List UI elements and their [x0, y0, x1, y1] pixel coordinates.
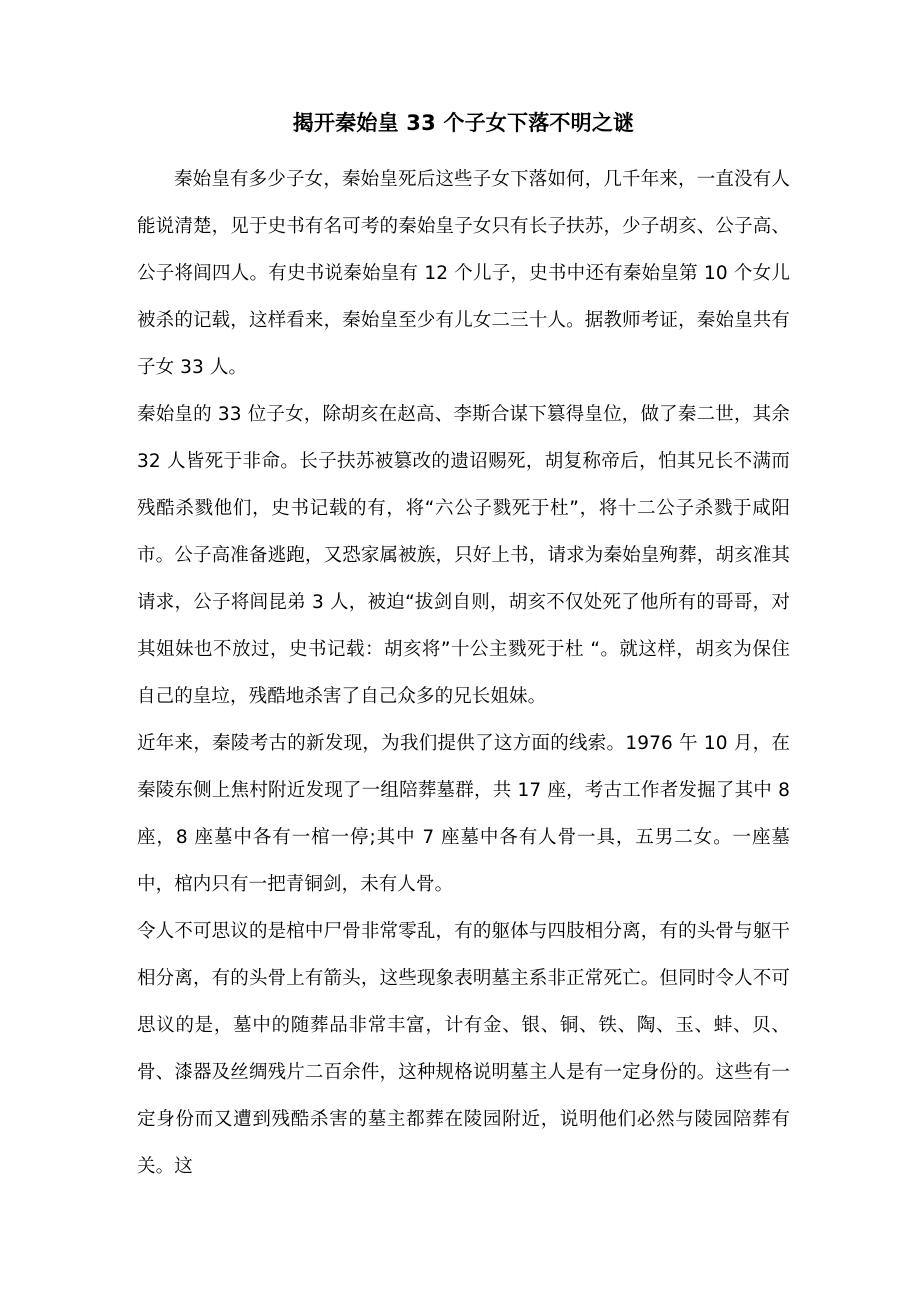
paragraph-2: 秦始皇的 33 位子女，除胡亥在赵高、李斯合谋下篡得皇位，做了秦二世，其余 32 人皆死于非命。长子扶苏被篡改的遗诏赐死，胡复称帝后，怕其兄长不满而残酷杀戮他们，史书记载的有，将“六公子戮死于杜”，将十二公子杀戮于咸阳市。公子高准备逃跑，又恐家属被族，只好上书，请求为秦始皇殉葬，胡亥准其请求，公子将闾昆弟 3 人，被迫“拔剑自则，胡亥不仅处死了他所有的哥哥，对其姐妹也不放过，史书记载：胡亥将”十公主戮死于杜 “。就这样，胡亥为保住自己的皇垃，残酷地杀害了自己众多的兄长姐妹。 — [137, 404, 790, 707]
paragraph-3: 近年来，秦陵考古的新发现，为我们提供了这方面的线索。1976 午 10 月，在秦陵东侧上焦村附近发现了一组陪葬墓群，共 17 座，考古工作者发掘了其中 8 座，8 座墓中各有一棺一停;其中 7 座墓中各有人骨一具，五男二女。一座墓中，棺内只有一把青铜剑，未有人骨。 — [137, 733, 790, 895]
page-title: 揭开秦始皇 33 个子女下落不明之谜 — [292, 111, 635, 135]
paragraph-4: 令人不可思议的是棺中尸骨非常零乱，有的躯体与四肢相分离，有的头骨与躯干相分离，有的头骨上有箭头，这些现象表明墓主系非正常死亡。但同时令人不可思议的是，墓中的随葬品非常丰富，计有金、银、铜、铁、陶、玉、蚌、贝、骨、漆器及丝绸残片二百余件，这种规格说明墓主人是有一定身份的。这些有一定身份而又遭到残酷杀害的墓主都葬在陵园附近，说明他们必然与陵园陪葬有关。这 — [137, 921, 790, 1177]
document-body — [137, 106, 790, 1190]
paragraph-1: 秦始皇有多少子女，秦始皇死后这些子女下落如何，几千年来，一直没有人能说清楚，见于史书有名可考的秦始皇子女只有长子扶苏，少子胡亥、公子高、公子将闾四人。有史书说秦始皇有 12 个儿子，史书中还有秦始皇第 10 个女儿被杀的记载，这样看来，秦始皇至少有儿女二三十人。据教师考证，秦始皇共有子女 33 人。 — [137, 169, 790, 378]
